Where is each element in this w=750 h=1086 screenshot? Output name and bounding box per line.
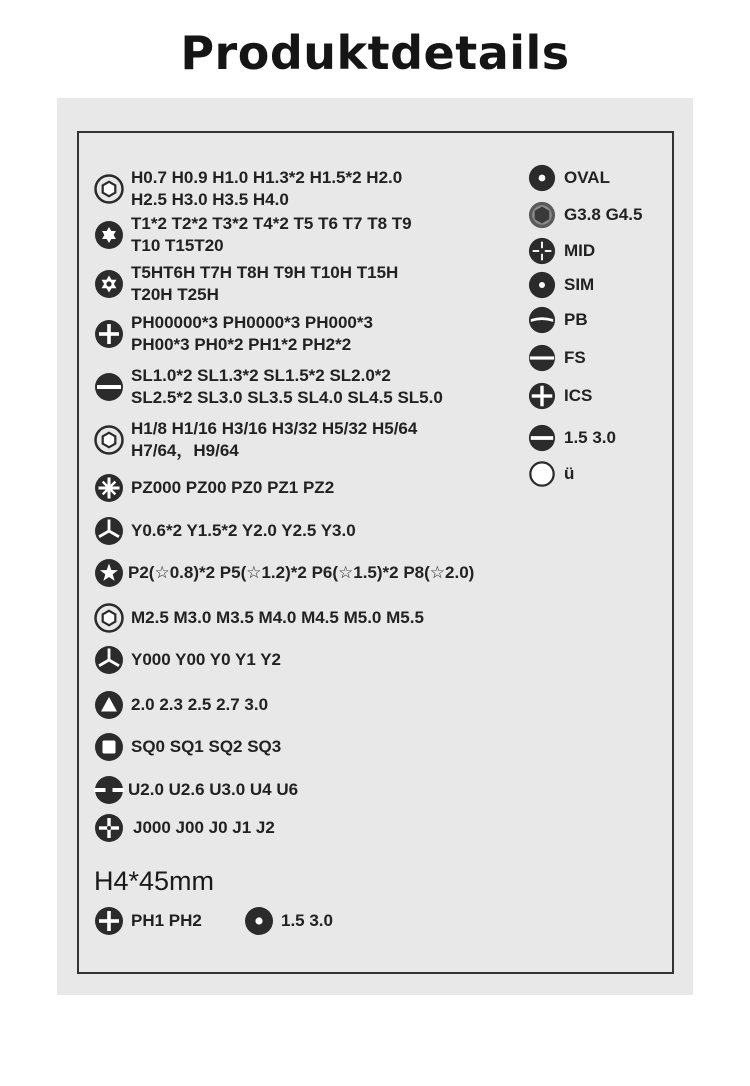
list-item: OVAL: [528, 164, 610, 192]
list-item: 1.5 3.0: [244, 906, 333, 936]
list-item: PZ000 PZ00 PZ0 PZ1 PZ2: [94, 473, 334, 503]
oval-icon: [244, 906, 274, 936]
list-item: H0.7 H0.9 H1.0 H1.3*2 H1.5*2 H2.0 H2.5 H3.0 H3.5 H4.0: [94, 167, 402, 211]
list-item: PH1 PH2: [94, 906, 202, 936]
list-item: T5HT6H T7H T8H T9H T10H T15H T20H T25H: [94, 262, 398, 306]
list-item: G3.8 G4.5: [528, 201, 642, 229]
u-shape-icon: [94, 775, 124, 805]
pentalobe-icon: [94, 558, 124, 588]
hex-icon: [94, 174, 124, 204]
ics-cross-icon: [528, 382, 556, 410]
page-title: Produktdetails: [180, 26, 570, 80]
phillips-icon: [94, 319, 124, 349]
list-item: SQ0 SQ1 SQ2 SQ3: [94, 732, 281, 762]
empty-circle-icon: [528, 460, 556, 488]
list-item: ICS: [528, 382, 592, 410]
list-item: J000 J00 J0 J1 J2: [94, 813, 275, 843]
list-item: SL1.0*2 SL1.3*2 SL1.5*2 SL2.0*2 SL2.5*2 SL3.0 SL3.5 SL4.0 SL4.5 SL5.0: [94, 365, 443, 409]
slotted-icon: [94, 372, 124, 402]
pozidriv-icon: [94, 473, 124, 503]
list-item: SIM: [528, 271, 594, 299]
oval-icon: [528, 164, 556, 192]
phillips-icon: [94, 906, 124, 936]
triangle-icon: [94, 690, 124, 720]
tri-wing-icon: [94, 645, 124, 675]
list-item: 2.0 2.3 2.5 2.7 3.0: [94, 690, 268, 720]
sim-icon: [528, 271, 556, 299]
list-item: M2.5 M3.0 M3.5 M4.0 M4.5 M5.0 M5.5: [94, 603, 424, 633]
list-item: T1*2 T2*2 T3*2 T4*2 T5 T6 T7 T8 T9 T10 T15T20: [94, 213, 412, 257]
slotted-icon: [528, 424, 556, 452]
fs-icon: [528, 344, 556, 372]
list-item: Y000 Y00 Y0 Y1 Y2: [94, 645, 281, 675]
mid-cross-icon: [528, 237, 556, 265]
list-item: U2.0 U2.6 U3.0 U4 U6: [94, 775, 298, 805]
list-item: H1/8 H1/16 H3/16 H3/32 H5/32 H5/64 H7/64，H9/64: [94, 418, 417, 462]
list-item: MID: [528, 237, 595, 265]
list-item: FS: [528, 344, 586, 372]
torx-hole-icon: [94, 269, 124, 299]
hex-icon: [94, 425, 124, 455]
list-item: 1.5 3.0: [528, 424, 616, 452]
subheading: H4*45mm: [94, 866, 215, 896]
tri-wing-icon: [94, 516, 124, 546]
list-item: ü: [528, 460, 574, 488]
list-item: PH00000*3 PH0000*3 PH000*3 PH00*3 PH0*2 PH1*2 PH2*2: [94, 312, 373, 356]
gear-hex-icon: [528, 201, 556, 229]
list-item: P2(☆0.8)*2 P5(☆1.2)*2 P6(☆1.5)*2 P8(☆2.0): [94, 558, 474, 588]
torx-icon: [94, 220, 124, 250]
hex-icon: [94, 603, 124, 633]
pb-icon: [528, 306, 556, 334]
square-icon: [94, 732, 124, 762]
jis-cross-icon: [94, 813, 124, 843]
list-item: Y0.6*2 Y1.5*2 Y2.0 Y2.5 Y3.0: [94, 516, 356, 546]
list-item: PB: [528, 306, 588, 334]
